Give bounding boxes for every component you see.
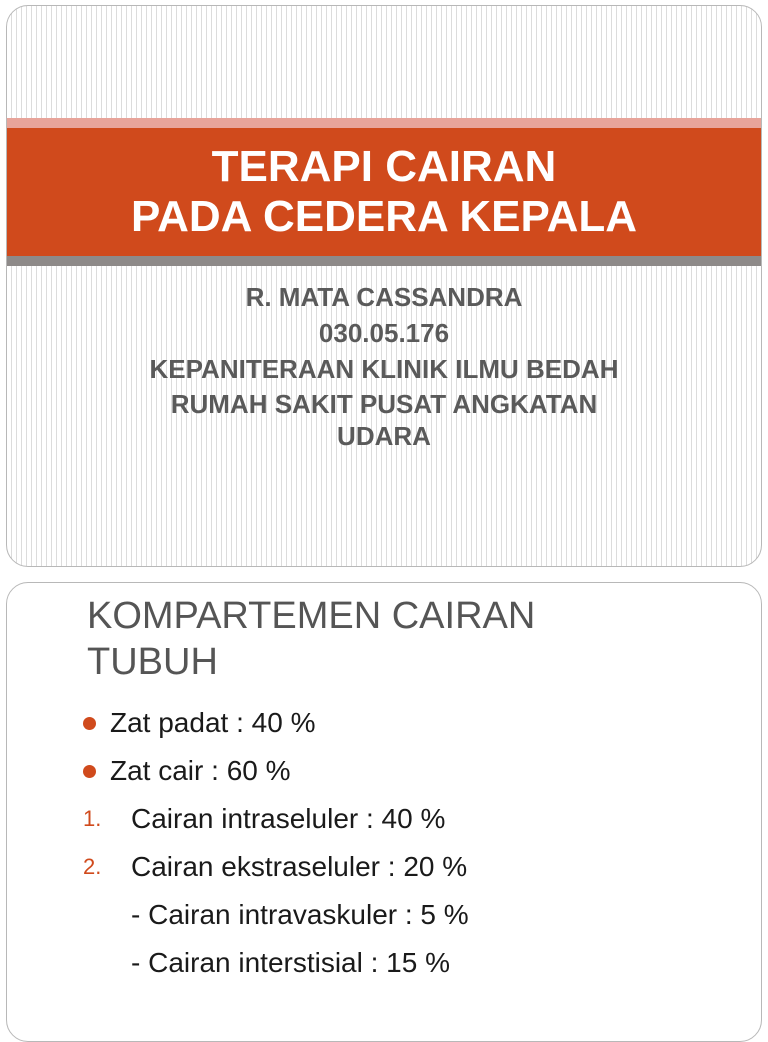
bullet-dot-icon (83, 765, 96, 778)
content-list (83, 699, 743, 987)
title-band (7, 128, 761, 256)
bullet-text: Zat padat : 40 % (110, 707, 316, 738)
department: KEPANITERAAN KLINIK ILMU BEDAH (149, 354, 619, 384)
numbered-text: Cairan intraseluler : 40 % (131, 803, 446, 834)
list-number: 1. (83, 806, 102, 831)
bullet-text: Zat cair : 60 % (110, 755, 291, 786)
hospital-line-2: UDARA (337, 421, 431, 451)
list-item (83, 795, 743, 843)
list-item (83, 939, 743, 987)
numbered-text: Cairan ekstraseluler : 20 % (131, 851, 468, 882)
title-slide (6, 5, 762, 567)
author-name: R. MATA CASSANDRA (245, 282, 523, 312)
list-number: 2. (83, 854, 102, 879)
content-slide (6, 582, 762, 1042)
title-line-1: TERAPI CAIRAN (211, 142, 557, 191)
title-band-bottom-stripe (7, 256, 761, 266)
title-band-top-stripe (7, 118, 761, 128)
list-item (83, 747, 743, 795)
bullet-dot-icon (83, 717, 96, 730)
list-item (83, 843, 743, 891)
subtitle-block (7, 279, 761, 451)
heading-line-1: KOMPARTEMEN CAIRAN (87, 595, 536, 637)
hospital-line-1: RUMAH SAKIT PUSAT ANGKATAN (170, 389, 598, 419)
list-item (83, 891, 743, 939)
list-item (83, 699, 743, 747)
sub-item-text: - Cairan intravaskuler : 5 % (131, 899, 469, 930)
heading-line-2: TUBUH (87, 641, 218, 683)
sub-item-text: - Cairan interstisial : 15 % (131, 947, 451, 978)
slide-heading (87, 593, 687, 685)
student-id: 030.05.176 (318, 318, 450, 348)
title-line-2: PADA CEDERA KEPALA (130, 192, 638, 241)
